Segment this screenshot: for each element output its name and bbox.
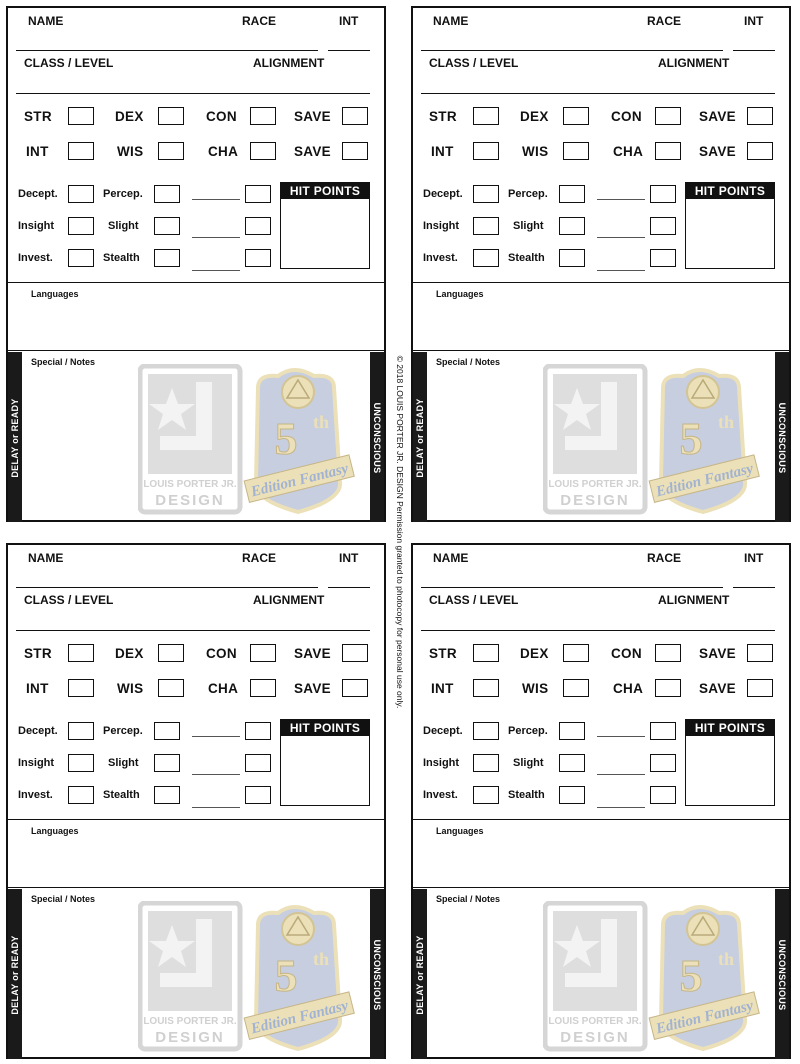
alignment-label: ALIGNMENT (658, 56, 730, 70)
badge-number: 5 (274, 413, 298, 464)
deception-label: Decept. (18, 725, 58, 737)
perception-label: Percep. (508, 188, 548, 200)
character-card-2 (411, 6, 791, 522)
delay-ready-label: DELAY or READY (415, 935, 425, 1015)
languages-divider (8, 282, 384, 283)
investigation-box[interactable] (473, 786, 499, 804)
badge-number: 5 (274, 950, 298, 1001)
con-label: CON (611, 646, 642, 661)
badge-number: 5 (679, 413, 703, 464)
save-label-2: SAVE (294, 681, 331, 696)
wis-label: WIS (522, 681, 549, 696)
stealth-label: Stealth (103, 252, 140, 264)
investigation-label: Invest. (18, 252, 53, 264)
logo-company-line1: LOUIS PORTER JR. (548, 1016, 642, 1027)
badge-suffix: th (313, 949, 330, 969)
save-box-2[interactable] (342, 142, 368, 160)
int-score-label: INT (339, 14, 359, 28)
name-race-line[interactable] (16, 50, 318, 51)
insight-label: Insight (18, 757, 55, 769)
sleight-label: Slight (513, 757, 544, 769)
save-box-1[interactable] (342, 107, 368, 125)
insight-label: Insight (18, 220, 55, 232)
notes-divider (8, 350, 384, 351)
lpj-design-logo (545, 903, 645, 1049)
stealth-label: Stealth (508, 252, 545, 264)
notes-divider (8, 887, 384, 888)
custom-skill-line-3[interactable] (597, 807, 645, 808)
character-card-3 (6, 543, 386, 1059)
deception-box[interactable] (473, 722, 499, 740)
name-race-line[interactable] (421, 50, 723, 51)
custom-skill-box-3[interactable] (245, 786, 271, 804)
sleight-box[interactable] (154, 754, 180, 772)
badge-number: 5 (679, 950, 703, 1001)
save-box-1[interactable] (747, 107, 773, 125)
sleight-label: Slight (108, 757, 139, 769)
int-box[interactable] (68, 679, 94, 697)
str-box[interactable] (68, 107, 94, 125)
custom-skill-box-2[interactable] (245, 217, 271, 235)
dex-box[interactable] (563, 107, 589, 125)
int-score-label: INT (744, 14, 764, 28)
int-line[interactable] (328, 50, 370, 51)
deception-box[interactable] (473, 185, 499, 203)
hit-points-header: HIT POINTS (686, 720, 774, 736)
logo-company-line1: LOUIS PORTER JR. (143, 1016, 237, 1027)
perception-box[interactable] (154, 722, 180, 740)
sleight-label: Slight (108, 220, 139, 232)
special-notes-label: Special / Notes (31, 357, 96, 367)
perception-label: Percep. (103, 725, 143, 737)
str-label: STR (24, 109, 52, 124)
cha-box[interactable] (250, 142, 276, 160)
class-level-label: CLASS / LEVEL (429, 56, 519, 70)
investigation-label: Invest. (423, 252, 458, 264)
notes-divider (413, 350, 789, 351)
custom-skill-box-1[interactable] (245, 185, 271, 203)
save-box-2[interactable] (747, 142, 773, 160)
custom-skill-box-1[interactable] (650, 722, 676, 740)
stealth-box[interactable] (154, 786, 180, 804)
languages-divider (8, 819, 384, 820)
insight-box[interactable] (473, 754, 499, 772)
logo-company-line2: DESIGN (560, 492, 630, 509)
class-level-label: CLASS / LEVEL (429, 593, 519, 607)
con-label: CON (611, 109, 642, 124)
stealth-label: Stealth (103, 789, 140, 801)
dex-label: DEX (115, 109, 144, 124)
save-label-2: SAVE (294, 144, 331, 159)
int-label: INT (26, 144, 49, 159)
race-label: RACE (242, 14, 277, 28)
con-label: CON (206, 109, 237, 124)
logo-company-line1: LOUIS PORTER JR. (548, 479, 642, 490)
stealth-label: Stealth (508, 789, 545, 801)
dex-box[interactable] (158, 107, 184, 125)
watermark-logo (138, 901, 370, 1053)
perception-box[interactable] (559, 185, 585, 203)
fifth-edition-badge (244, 370, 354, 512)
hit-points-header: HIT POINTS (281, 720, 369, 736)
class-level-label: CLASS / LEVEL (24, 56, 114, 70)
custom-skill-line-1[interactable] (597, 199, 645, 200)
custom-skill-line-1[interactable] (597, 736, 645, 737)
deception-label: Decept. (18, 188, 58, 200)
badge-text: Edition Fantasy (654, 997, 755, 1038)
int-label: INT (26, 681, 49, 696)
copyright-notice: © 2018 LOUIS PORTER JR. DESIGN Permission granted to photocopy for personal use only. (395, 355, 405, 709)
deception-box[interactable] (68, 722, 94, 740)
custom-skill-line-2[interactable] (597, 774, 645, 775)
custom-skill-line-3[interactable] (192, 270, 240, 271)
int-score-label: INT (744, 551, 764, 565)
delay-ready-label: DELAY or READY (10, 398, 20, 478)
insight-box[interactable] (68, 217, 94, 235)
int-line[interactable] (328, 587, 370, 588)
wis-label: WIS (522, 144, 549, 159)
languages-divider (413, 819, 789, 820)
deception-label: Decept. (423, 188, 463, 200)
deception-label: Decept. (423, 725, 463, 737)
hit-points-box[interactable] (685, 719, 775, 806)
custom-skill-line-1[interactable] (192, 199, 240, 200)
alignment-label: ALIGNMENT (253, 593, 325, 607)
hit-points-box[interactable] (280, 719, 370, 806)
wis-box[interactable] (158, 679, 184, 697)
wis-box[interactable] (158, 142, 184, 160)
cha-label: CHA (613, 144, 644, 159)
class-alignment-line[interactable] (421, 630, 775, 631)
languages-divider (413, 282, 789, 283)
sleight-box[interactable] (559, 217, 585, 235)
languages-label: Languages (31, 289, 79, 299)
custom-skill-box-3[interactable] (650, 249, 676, 267)
custom-skill-box-1[interactable] (245, 722, 271, 740)
custom-skill-box-3[interactable] (245, 249, 271, 267)
alignment-label: ALIGNMENT (253, 56, 325, 70)
languages-label: Languages (31, 826, 79, 836)
custom-skill-line-2[interactable] (192, 774, 240, 775)
insight-label: Insight (423, 220, 460, 232)
logo-company-line1: LOUIS PORTER JR. (143, 479, 237, 490)
custom-skill-line-3[interactable] (597, 270, 645, 271)
watermark-logo (138, 364, 370, 516)
int-box[interactable] (68, 142, 94, 160)
int-line[interactable] (733, 587, 775, 588)
save-box-2[interactable] (747, 679, 773, 697)
delay-ready-label: DELAY or READY (415, 398, 425, 478)
notes-divider (413, 887, 789, 888)
cha-label: CHA (208, 681, 239, 696)
save-label: SAVE (294, 646, 331, 661)
name-race-line[interactable] (16, 587, 318, 588)
save-box-2[interactable] (342, 679, 368, 697)
alignment-label: ALIGNMENT (658, 593, 730, 607)
hit-points-box[interactable] (280, 182, 370, 269)
insight-box[interactable] (473, 217, 499, 235)
investigation-box[interactable] (68, 249, 94, 267)
int-label: INT (431, 681, 454, 696)
custom-skill-line-2[interactable] (192, 237, 240, 238)
delay-ready-label: DELAY or READY (10, 935, 20, 1015)
class-level-label: CLASS / LEVEL (24, 593, 114, 607)
class-alignment-line[interactable] (421, 93, 775, 94)
str-label: STR (429, 109, 457, 124)
save-label: SAVE (699, 646, 736, 661)
con-box[interactable] (250, 107, 276, 125)
stealth-box[interactable] (559, 786, 585, 804)
con-box[interactable] (655, 107, 681, 125)
cha-box[interactable] (655, 142, 681, 160)
name-label: NAME (28, 14, 64, 28)
perception-label: Percep. (508, 725, 548, 737)
sleight-box[interactable] (559, 754, 585, 772)
unconscious-label: UNCONSCIOUS (777, 402, 787, 474)
dex-label: DEX (115, 646, 144, 661)
int-box[interactable] (473, 679, 499, 697)
wis-label: WIS (117, 681, 144, 696)
perception-box[interactable] (154, 185, 180, 203)
custom-skill-line-2[interactable] (597, 237, 645, 238)
class-alignment-line[interactable] (16, 93, 370, 94)
custom-skill-box-3[interactable] (650, 786, 676, 804)
con-label: CON (206, 646, 237, 661)
lpj-design-logo (140, 366, 240, 512)
save-label: SAVE (699, 109, 736, 124)
wis-box[interactable] (563, 679, 589, 697)
con-box[interactable] (655, 644, 681, 662)
badge-suffix: th (313, 412, 330, 432)
wis-label: WIS (117, 144, 144, 159)
str-label: STR (24, 646, 52, 661)
badge-suffix: th (718, 412, 735, 432)
lpj-design-logo (140, 903, 240, 1049)
cha-box[interactable] (250, 679, 276, 697)
name-label: NAME (28, 551, 64, 565)
str-box[interactable] (473, 644, 499, 662)
name-label: NAME (433, 551, 469, 565)
dex-box[interactable] (158, 644, 184, 662)
logo-company-line2: DESIGN (155, 492, 225, 509)
str-box[interactable] (473, 107, 499, 125)
unconscious-label: UNCONSCIOUS (372, 939, 382, 1011)
wis-box[interactable] (563, 142, 589, 160)
investigation-label: Invest. (18, 789, 53, 801)
custom-skill-box-1[interactable] (650, 185, 676, 203)
int-label: INT (431, 144, 454, 159)
fifth-edition-badge (649, 907, 759, 1049)
unconscious-label: UNCONSCIOUS (372, 402, 382, 474)
insight-label: Insight (423, 757, 460, 769)
watermark-logo (543, 901, 775, 1053)
race-label: RACE (242, 551, 277, 565)
hit-points-box[interactable] (685, 182, 775, 269)
sleight-label: Slight (513, 220, 544, 232)
languages-label: Languages (436, 289, 484, 299)
deception-box[interactable] (68, 185, 94, 203)
int-box[interactable] (473, 142, 499, 160)
custom-skill-box-2[interactable] (245, 754, 271, 772)
custom-skill-line-1[interactable] (192, 736, 240, 737)
badge-text: Edition Fantasy (249, 997, 350, 1038)
str-box[interactable] (68, 644, 94, 662)
save-box-1[interactable] (342, 644, 368, 662)
investigation-box[interactable] (68, 786, 94, 804)
str-label: STR (429, 646, 457, 661)
sleight-box[interactable] (154, 217, 180, 235)
name-race-line[interactable] (421, 587, 723, 588)
hit-points-header: HIT POINTS (281, 183, 369, 199)
special-notes-label: Special / Notes (31, 894, 96, 904)
badge-suffix: th (718, 949, 735, 969)
cha-box[interactable] (655, 679, 681, 697)
perception-box[interactable] (559, 722, 585, 740)
race-label: RACE (647, 551, 682, 565)
fifth-edition-badge (244, 907, 354, 1049)
save-box-1[interactable] (747, 644, 773, 662)
perception-label: Percep. (103, 188, 143, 200)
custom-skill-box-2[interactable] (650, 217, 676, 235)
custom-skill-box-2[interactable] (650, 754, 676, 772)
save-label: SAVE (294, 109, 331, 124)
unconscious-label: UNCONSCIOUS (777, 939, 787, 1011)
badge-text: Edition Fantasy (654, 460, 755, 501)
logo-company-line2: DESIGN (155, 1029, 225, 1046)
name-label: NAME (433, 14, 469, 28)
cha-label: CHA (208, 144, 239, 159)
lpj-design-logo (545, 366, 645, 512)
special-notes-label: Special / Notes (436, 357, 501, 367)
insight-box[interactable] (68, 754, 94, 772)
watermark-logo (543, 364, 775, 516)
character-card-4 (411, 543, 791, 1059)
character-card-1 (6, 6, 386, 522)
dex-label: DEX (520, 646, 549, 661)
int-line[interactable] (733, 50, 775, 51)
hit-points-header: HIT POINTS (686, 183, 774, 199)
stealth-box[interactable] (154, 249, 180, 267)
cha-label: CHA (613, 681, 644, 696)
race-label: RACE (647, 14, 682, 28)
class-alignment-line[interactable] (16, 630, 370, 631)
languages-label: Languages (436, 826, 484, 836)
save-label-2: SAVE (699, 144, 736, 159)
custom-skill-line-3[interactable] (192, 807, 240, 808)
investigation-box[interactable] (473, 249, 499, 267)
con-box[interactable] (250, 644, 276, 662)
logo-company-line2: DESIGN (560, 1029, 630, 1046)
special-notes-label: Special / Notes (436, 894, 501, 904)
save-label-2: SAVE (699, 681, 736, 696)
stealth-box[interactable] (559, 249, 585, 267)
fifth-edition-badge (649, 370, 759, 512)
investigation-label: Invest. (423, 789, 458, 801)
int-score-label: INT (339, 551, 359, 565)
dex-label: DEX (520, 109, 549, 124)
badge-text: Edition Fantasy (249, 460, 350, 501)
dex-box[interactable] (563, 644, 589, 662)
